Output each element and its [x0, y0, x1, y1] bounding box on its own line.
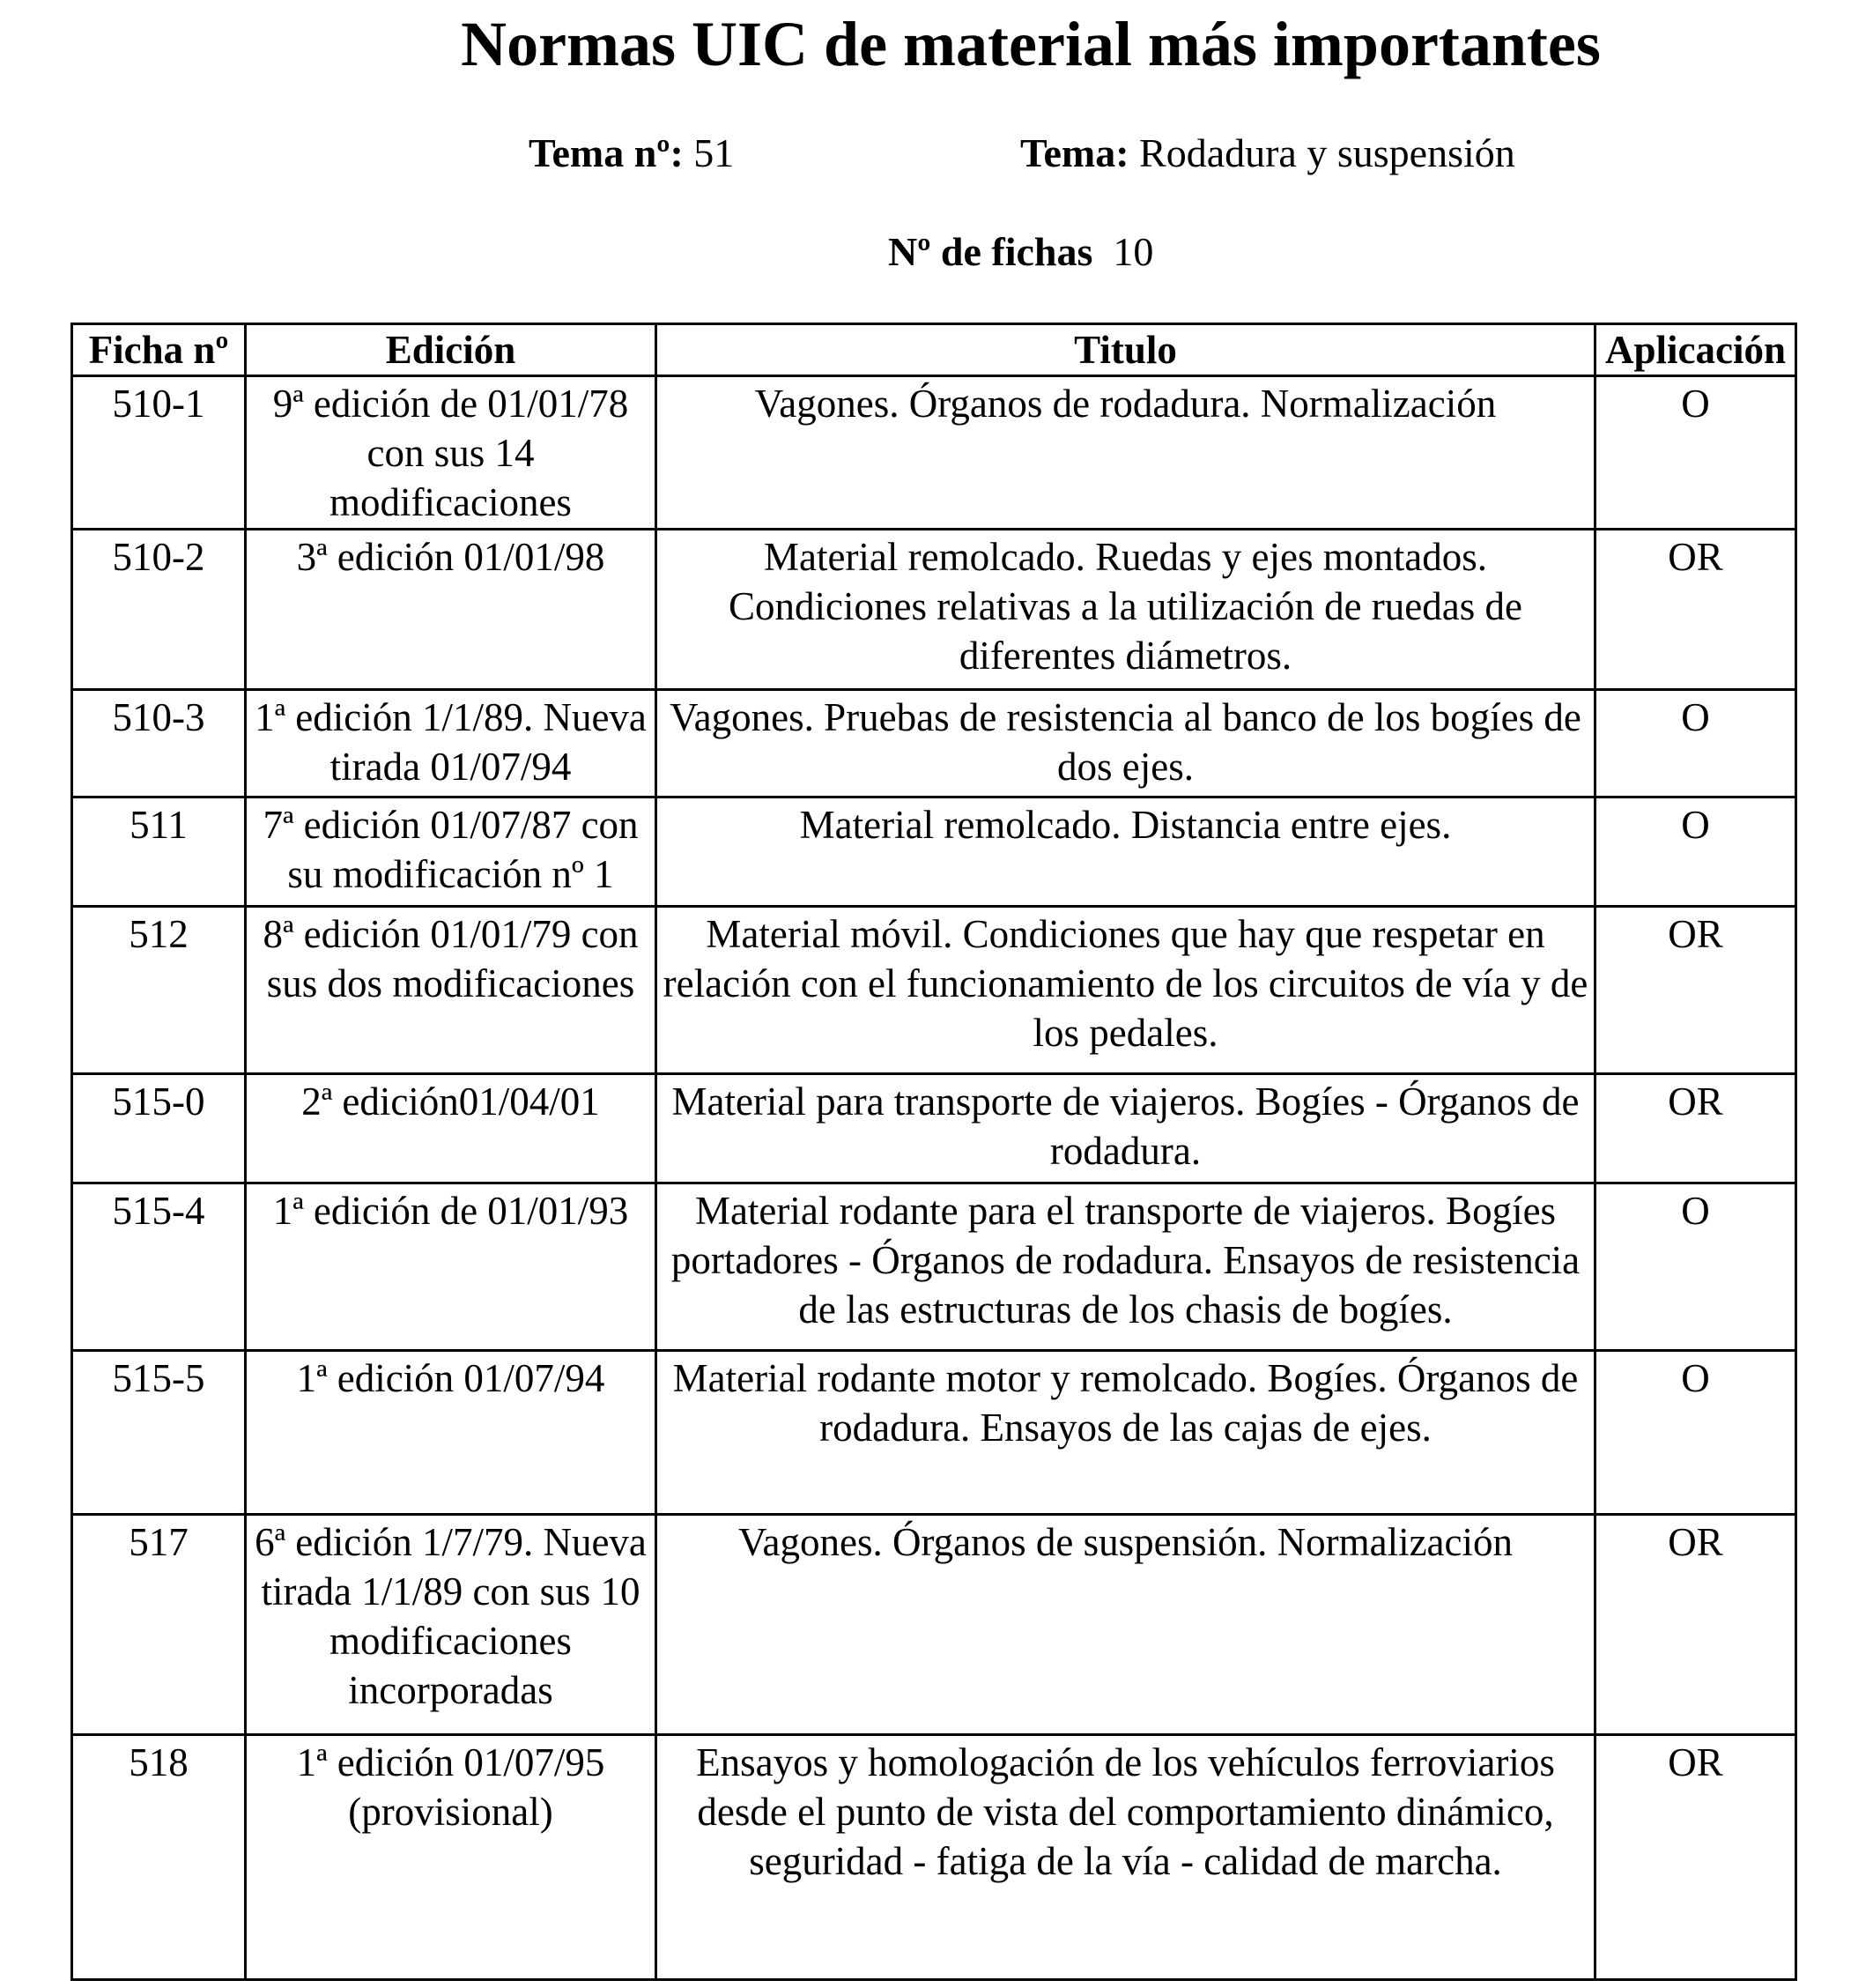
table-row: [72, 1351, 1796, 1515]
table-row: [72, 376, 1796, 530]
cell-ficha: 512: [72, 907, 246, 1074]
fichas-count: [888, 227, 1153, 277]
cell-edicion: 7ª edición 01/07/87 con su modificación nº 1: [246, 797, 656, 907]
cell-titulo: Vagones. Órganos de rodadura. Normalización: [656, 376, 1595, 530]
cell-ficha: 510-3: [72, 690, 246, 797]
cell-edicion: 1ª edición 01/07/94: [246, 1351, 656, 1515]
table-row: [72, 690, 1796, 797]
table-row: [72, 1183, 1796, 1351]
cell-aplicacion: OR: [1595, 1735, 1796, 1980]
cell-aplicacion: OR: [1595, 907, 1796, 1074]
fichas-table: [70, 323, 1797, 1981]
table-row: [72, 1074, 1796, 1183]
cell-ficha: 511: [72, 797, 246, 907]
cell-titulo: Material rodante motor y remolcado. Bogíes. Órganos de rodadura. Ensayos de las cajas de ejes.: [656, 1351, 1595, 1515]
table-row: [72, 907, 1796, 1074]
cell-edicion: 1ª edición 1/1/89. Nueva tirada 01/07/94: [246, 690, 656, 797]
table-row: [72, 1515, 1796, 1735]
table-row: [72, 1735, 1796, 1980]
cell-aplicacion: OR: [1595, 530, 1796, 690]
cell-titulo: Material remolcado. Distancia entre ejes.: [656, 797, 1595, 907]
header-edicion: Edición: [246, 324, 656, 376]
cell-titulo: Ensayos y homologación de los vehículos ferroviarios desde el punto de vista del comportamiento dinámico, seguridad - fatiga de la vía - calidad de marcha.: [656, 1735, 1595, 1980]
cell-edicion: 3ª edición 01/01/98: [246, 530, 656, 690]
cell-aplicacion: O: [1595, 1183, 1796, 1351]
tema-name: [1020, 129, 1515, 178]
cell-titulo: Material remolcado. Ruedas y ejes montados. Condiciones relativas a la utilización de ruedas de diferentes diámetros.: [656, 530, 1595, 690]
cell-ficha: 515-4: [72, 1183, 246, 1351]
tema-number-label: Tema nº:: [529, 130, 684, 175]
cell-titulo: Material móvil. Condiciones que hay que respetar en relación con el funcionamiento de los circuitos de vía y de los pedales.: [656, 907, 1595, 1074]
cell-ficha: 515-5: [72, 1351, 246, 1515]
tema-name-label: Tema:: [1020, 130, 1129, 175]
table-header-row: [72, 324, 1796, 376]
cell-edicion: 8ª edición 01/01/79 con sus dos modificaciones: [246, 907, 656, 1074]
tema-number-value: 51: [693, 130, 735, 175]
header-ficha: Ficha nº: [72, 324, 246, 376]
cell-titulo: Material rodante para el transporte de viajeros. Bogíes portadores - Órganos de rodadura. Ensayos de resistencia de las estructuras de los chasis de bogíes.: [656, 1183, 1595, 1351]
fichas-count-label: Nº de fichas: [888, 229, 1093, 274]
fichas-count-value: 10: [1113, 229, 1154, 274]
cell-titulo: Vagones. Pruebas de resistencia al banco de los bogíes de dos ejes.: [656, 690, 1595, 797]
cell-ficha: 515-0: [72, 1074, 246, 1183]
table-row: [72, 797, 1796, 907]
cell-edicion: 6ª edición 1/7/79. Nueva tirada 1/1/89 con sus 10 modificaciones incorporadas: [246, 1515, 656, 1735]
cell-ficha: 510-1: [72, 376, 246, 530]
table-row: [72, 530, 1796, 690]
cell-aplicacion: O: [1595, 376, 1796, 530]
cell-ficha: 510-2: [72, 530, 246, 690]
cell-titulo: Vagones. Órganos de suspensión. Normalización: [656, 1515, 1595, 1735]
tema-number: [529, 129, 734, 178]
document-title: Normas UIC de material más importantes: [461, 9, 1601, 79]
cell-aplicacion: O: [1595, 797, 1796, 907]
cell-edicion: 9ª edición de 01/01/78 con sus 14 modificaciones: [246, 376, 656, 530]
cell-aplicacion: O: [1595, 690, 1796, 797]
cell-aplicacion: O: [1595, 1351, 1796, 1515]
cell-titulo: Material para transporte de viajeros. Bogíes - Órganos de rodadura.: [656, 1074, 1595, 1183]
cell-edicion: 1ª edición 01/07/95 (provisional): [246, 1735, 656, 1980]
header-aplicacion: Aplicación: [1595, 324, 1796, 376]
tema-name-value: Rodadura y suspensión: [1139, 130, 1515, 175]
cell-aplicacion: OR: [1595, 1515, 1796, 1735]
cell-aplicacion: OR: [1595, 1074, 1796, 1183]
header-titulo: Titulo: [656, 324, 1595, 376]
cell-edicion: 2ª edición01/04/01: [246, 1074, 656, 1183]
cell-ficha: 518: [72, 1735, 246, 1980]
cell-ficha: 517: [72, 1515, 246, 1735]
cell-edicion: 1ª edición de 01/01/93: [246, 1183, 656, 1351]
